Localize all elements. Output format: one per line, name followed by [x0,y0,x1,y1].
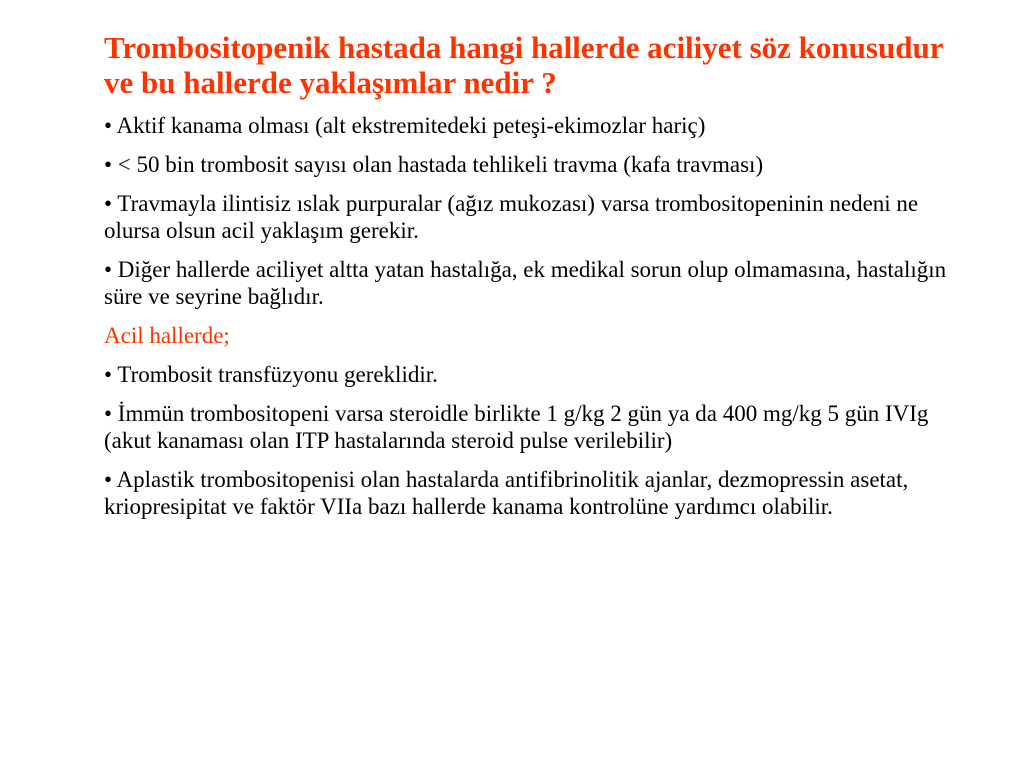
section-heading-emergency: Acil hallerde; [104,323,230,348]
bullet-immune-ivig: • İmmün trombositopeni varsa steroidle birlikte 1 g/kg 2 gün ya da 400 mg/kg 5 gün IVIg (akut kanaması olan ITP hastalarında steroid pulse verilebilir) [104,401,929,453]
bullet-transfusion: • Trombosit transfüzyonu gereklidir. [104,362,438,387]
slide-title: Trombositopenik hastada hangi hallerde aciliyet söz konusudur ve bu hallerde yaklaşımlar nedir ? [104,30,943,100]
bullet-wet-purpura: • Travmayla ilintisiz ıslak purpuralar (ağız mukozası) varsa trombositopeninin nedeni ne olursa olsun acil yaklaşım gerekir. [104,191,919,243]
bullet-platelet-trauma: • < 50 bin trombosit sayısı olan hastada tehlikeli travma (kafa travması) [104,152,764,177]
bullet-other-cases: • Diğer hallerde aciliyet altta yatan hastalığa, ek medikal sorun olup olmamasına, hastalığın süre ve seyrine bağlıdır. [104,257,947,309]
bullet-aplastic: • Aplastik trombositopenisi olan hastalarda antifibrinolitik ajanlar, dezmopressin asetat, kriopresipitat ve faktör VIIa bazı hallerde kanama kontrolüne yardımcı olabilir. [104,467,909,519]
bullet-active-bleeding: • Aktif kanama olması (alt ekstremitedeki peteşi-ekimozlar hariç) [104,113,706,138]
slide-content [104,30,964,532]
